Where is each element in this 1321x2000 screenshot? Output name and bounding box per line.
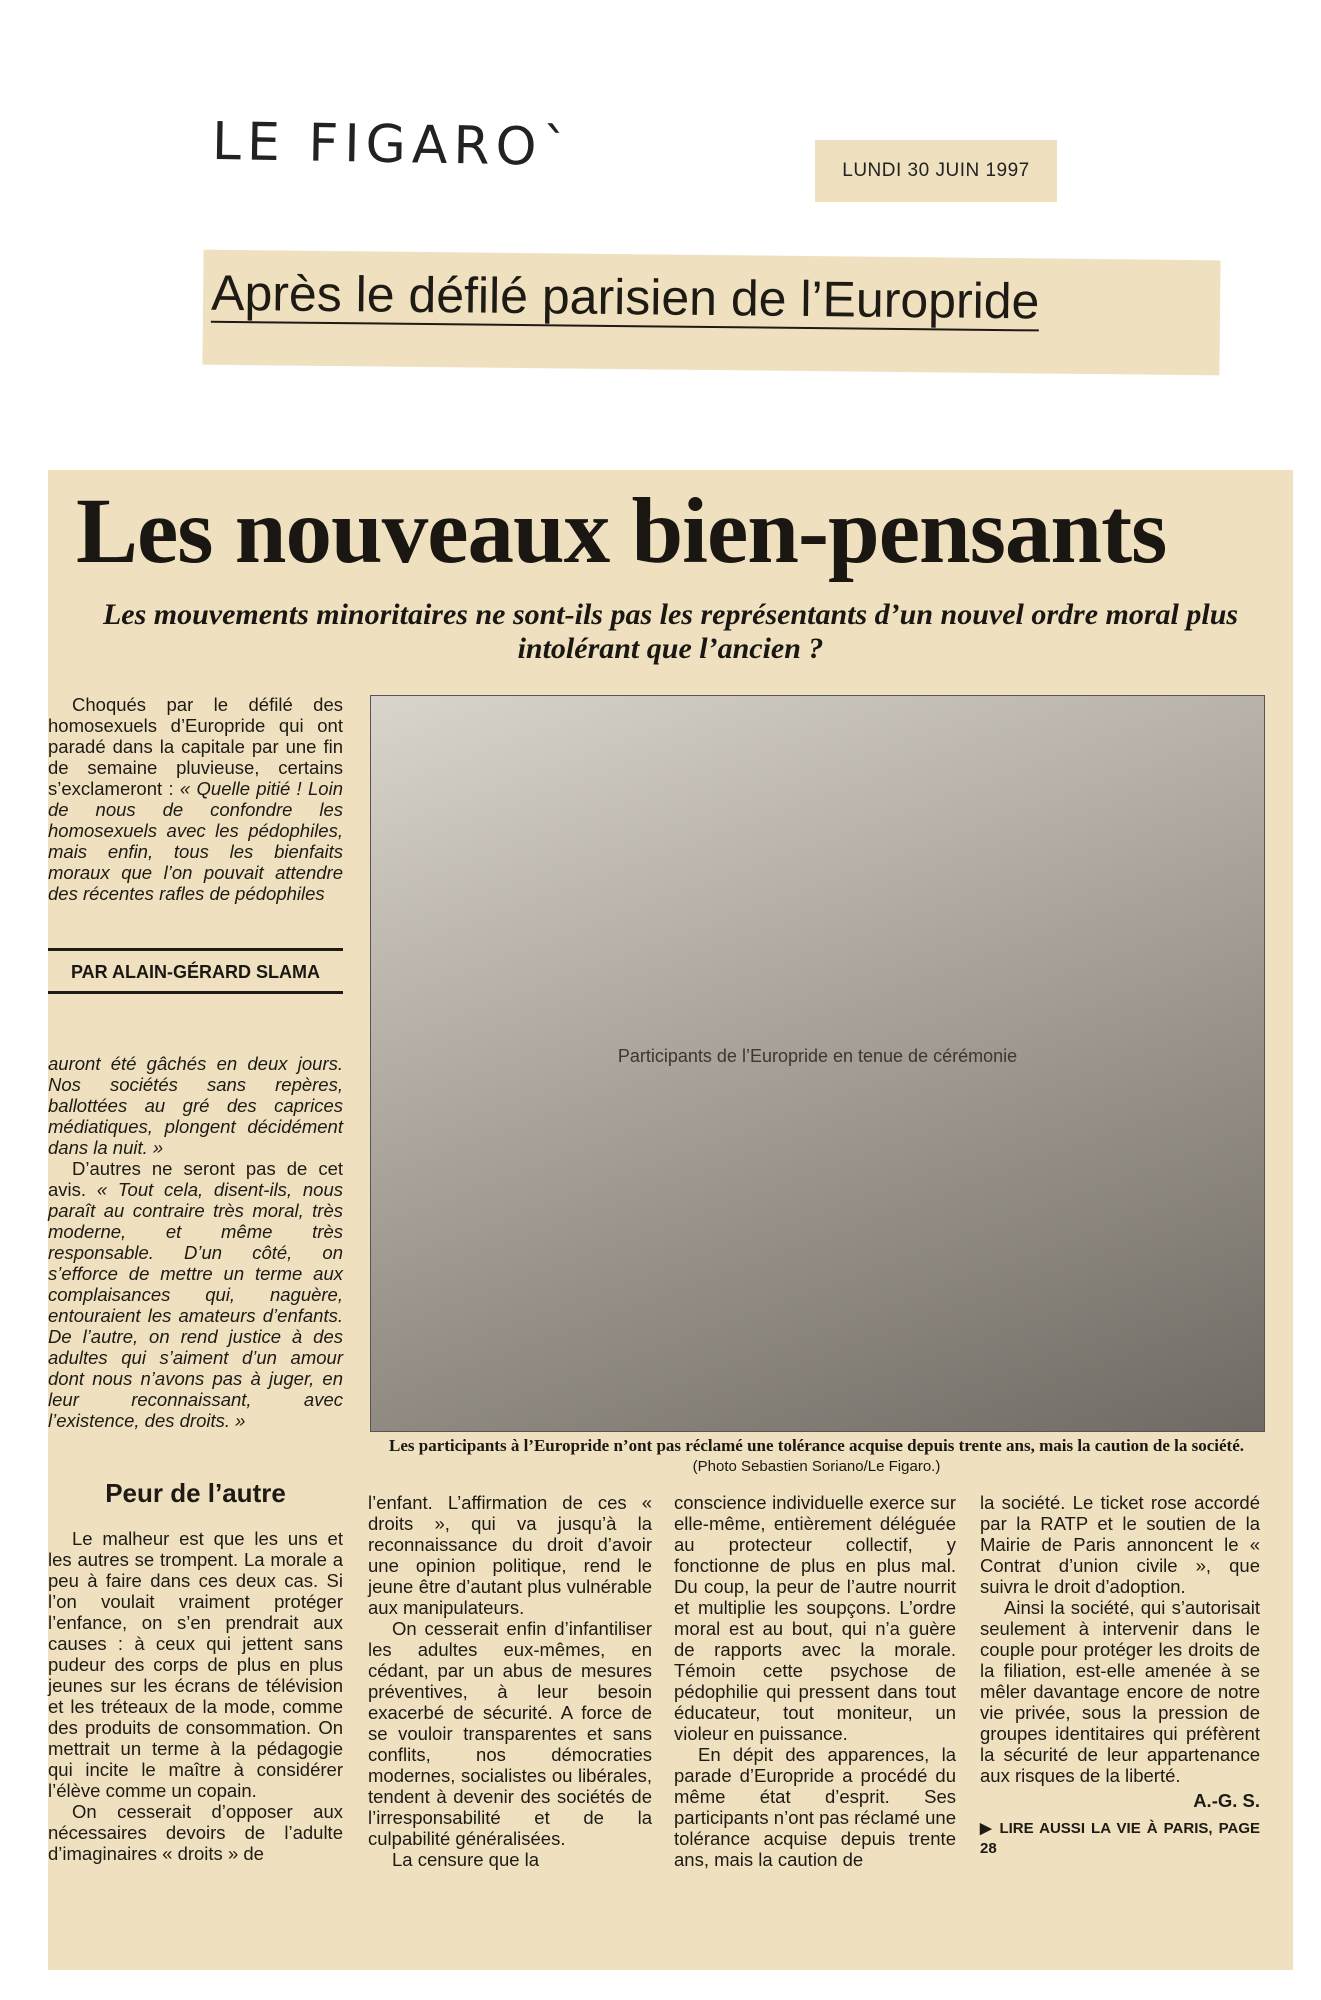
body-column-3 [674,1492,956,1870]
body-column-4 [980,1492,1260,1859]
intro-quote: « Quelle pitié ! Loin de nous de confondre les homosexuels avec les pédophiles, mais enfin, tous les bienfaits moraux que l’on pouvait attendre des récentes rafles de pédophiles [48,778,343,904]
body-paragraph: l’enfant. L’affirmation de ces « droits », qui va jusqu’à la reconnaissance du droit d’avoir une opinion politique, rend le jeune être d’autant plus vulnérable aux manipulateurs. [368,1492,652,1618]
body-paragraph: On cesserait d’opposer aux nécessaires devoirs de l’adulte d’imaginaires « droits » de [48,1801,343,1864]
intro-paragraph [48,694,343,904]
body-paragraph: La censure que la [392,1849,540,1870]
quote-end: auront été gâchés en deux jours. Nos sociétés sans repères, ballottées au gré des caprices médiatiques, plongent décidément dans la nuit. » [48,1053,343,1158]
byline: PAR ALAIN-GÉRARD SLAMA [48,948,343,994]
headline: Les nouveaux bien-pensants [76,480,1167,583]
body-paragraph: Ainsi la société, qui s’autorisait seulement à intervenir dans le couple pour protéger les droits de la filiation, est-elle amenée à se mêler davantage encore de notre vie privée, sous la pression de groupes identitaires qui préfèrent la sécurité de leur appartenance aux risques de la liberté. [980,1597,1260,1786]
intertitle: Peur de l’autre [105,1478,286,1508]
counter-view-text: D’autres ne seront pas de cet avis. [48,1158,343,1200]
article-clipping [48,470,1293,1970]
body-paragraph: Le malheur est que les uns et les autres se trompent. La morale a peu à faire dans ces deux cas. Si l’on voulait vraiment protéger l’enfance, on s’en prendrait aux causes : à ceux qui jettent sans pudeur des corps de plus en plus jeunes sur les écrans de télévision et les tréteaux de la mode, comme des produits de consommation. On mettrait un terme à la pédagogie qui incite le maître à considérer l’élève comme un copain. [48,1528,343,1801]
masthead-handwritten: LE FIGARO` [211,111,576,179]
body-paragraph: la société. Le ticket rose accordé par la RATP et le soutien de la Mairie de Paris annoncent le « Contrat d’union civile », que suivra le droit d’adoption. [980,1492,1260,1597]
photo-caption [370,1436,1263,1477]
section-heading: Après le défilé parisien de l’Europride [210,264,1040,330]
article-photo [370,695,1265,1432]
date-clipping [815,140,1057,202]
body-paragraph: conscience individuelle exerce sur elle-même, entièrement déléguée au protecteur collectif, y fonctionne de plus en plus mal. Du coup, la peur de l’autre nourrit et multiplie les soupçons. L’ordre moral est au bout, qui n’a guère de rapports avec la morale. Témoin cette psychose de pédophilie qui pressent dans tout éducateur, tout moniteur, un violeur en puissance. [674,1492,956,1744]
body-column-1 [48,1528,343,1864]
body-column-2 [368,1492,652,1870]
see-also-reference: ▶ LIRE AUSSI LA VIE À PARIS, PAGE 28 [980,1820,1260,1857]
intro-column [48,694,343,904]
counter-view-quote: « Tout cela, disent-ils, nous paraît au contraire très moral, très moderne, et même très responsable. D’un côté, on s’efforce de mettre un terme aux complaisances qui, naguère, entouraient les amateurs d’enfants. De l’autre, on rend justice à des adultes qui s’aiment d’un amour dont nous n’avons pas à juger, en leur reconnaissant, avec l’existence, des droits. » [48,1179,343,1431]
body-paragraph: En dépit des apparences, la parade d’Europride a procédé du même état d’esprit. Ses participants n’ont pas réclamé une tolérance acquise depuis trente ans, mais la caution de [674,1744,956,1870]
intro-continued-column [48,1053,343,1431]
counter-view-paragraph [48,1158,343,1431]
body-paragraph: On cesserait enfin d’infantiliser les adultes eux-mêmes, en cédant, par un abus de mesures préventives, à leur besoin exacerbé de sécurité. A force de se vouloir transparentes et sans conflits, nos démocraties modernes, socialistes ou libérales, tendent à devenir des sociétés de l’irresponsabilité et de la culpabilité généralisées. [368,1618,652,1849]
intro-quote-continued [48,1053,343,1158]
section-head-clipping [202,250,1220,376]
photo-placeholder-label: Participants de l’Europride en tenue de cérémonie [617,1046,1018,1066]
intro-text: Choqués par le défilé des homosexuels d’Europride qui ont paradé dans la capitale par une fin de semaine pluvieuse, certains s’exclameront : [48,694,343,799]
caption-text: Les participants à l’Europride n’ont pas réclamé une tolérance acquise depuis trente ans, mais la caution de la société. [388,1436,1244,1455]
photo-credit: (Photo Sebastien Soriano/Le Figaro.) [692,1458,941,1475]
publication-date: LUNDI 30 JUIN 1997 [842,160,1030,181]
author-initials: A.-G. S. [1193,1790,1260,1811]
subheadline: Les mouvements minoritaires ne sont-ils pas les représentants d’un nouvel ordre moral plus intolérant que l’ancien ? [102,598,1239,665]
